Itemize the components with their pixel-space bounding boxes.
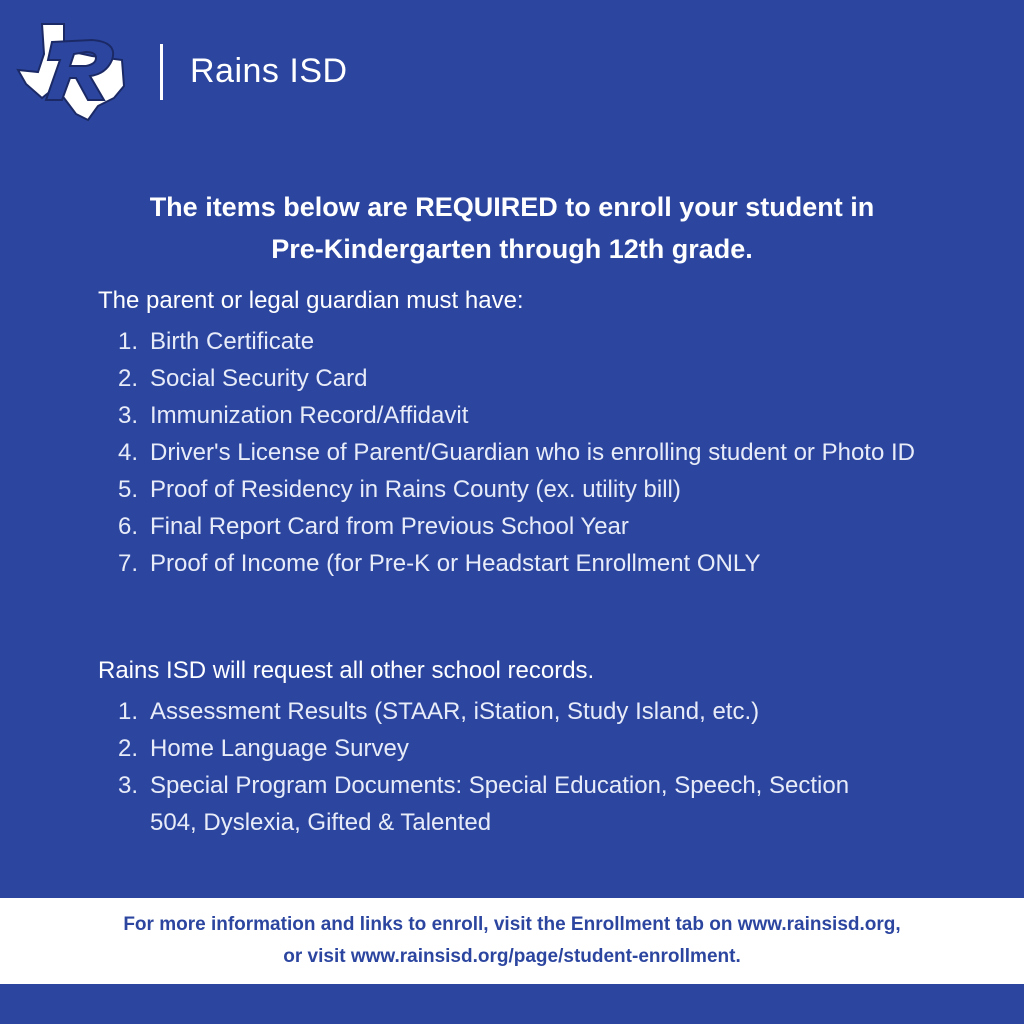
headline-line-1: The items below are REQUIRED to enroll your student in (149, 192, 875, 222)
footer-banner (0, 898, 1024, 984)
list-item: 6. Final Report Card from Previous School Year (118, 513, 629, 540)
list-item: 1. Birth Certificate (118, 328, 315, 355)
footer-line-2: or visit www.rainsisd.org/page/student-enrollment. (283, 946, 741, 967)
list-item: 1. Assessment Results (STAAR, iStation, Study Island, etc.) (118, 698, 760, 725)
brand-name: Rains ISD (190, 52, 348, 90)
list-item: 3. Special Program Documents: Special Education, Speech, Section 504, Dyslexia, Gifted & Talented (118, 772, 850, 836)
list-item: 2. Home Language Survey (118, 735, 409, 762)
headline-line-2: Pre-Kindergarten through 12th grade. (271, 234, 753, 264)
list-item: 7. Proof of Income (for Pre-K or Headstart Enrollment ONLY (118, 550, 761, 577)
list-item: 5. Proof of Residency in Rains County (ex. utility bill) (118, 476, 681, 503)
records-section-title: Rains ISD will request all other school records. (98, 657, 595, 684)
records-list (118, 693, 890, 841)
texas-r-logo-icon (14, 20, 136, 124)
list-item: 3. Immunization Record/Affidavit (118, 402, 469, 429)
list-item: 2. Social Security Card (118, 365, 368, 392)
headline (60, 186, 964, 270)
header-divider (160, 44, 163, 100)
footer-line-1: For more information and links to enroll, visit the Enrollment tab on www.rainsisd.org, (123, 914, 901, 935)
guardian-section-title: The parent or legal guardian must have: (98, 287, 524, 314)
list-item: 4. Driver's License of Parent/Guardian who is enrolling student or Photo ID (118, 439, 915, 466)
guardian-requirements-list (118, 323, 915, 582)
